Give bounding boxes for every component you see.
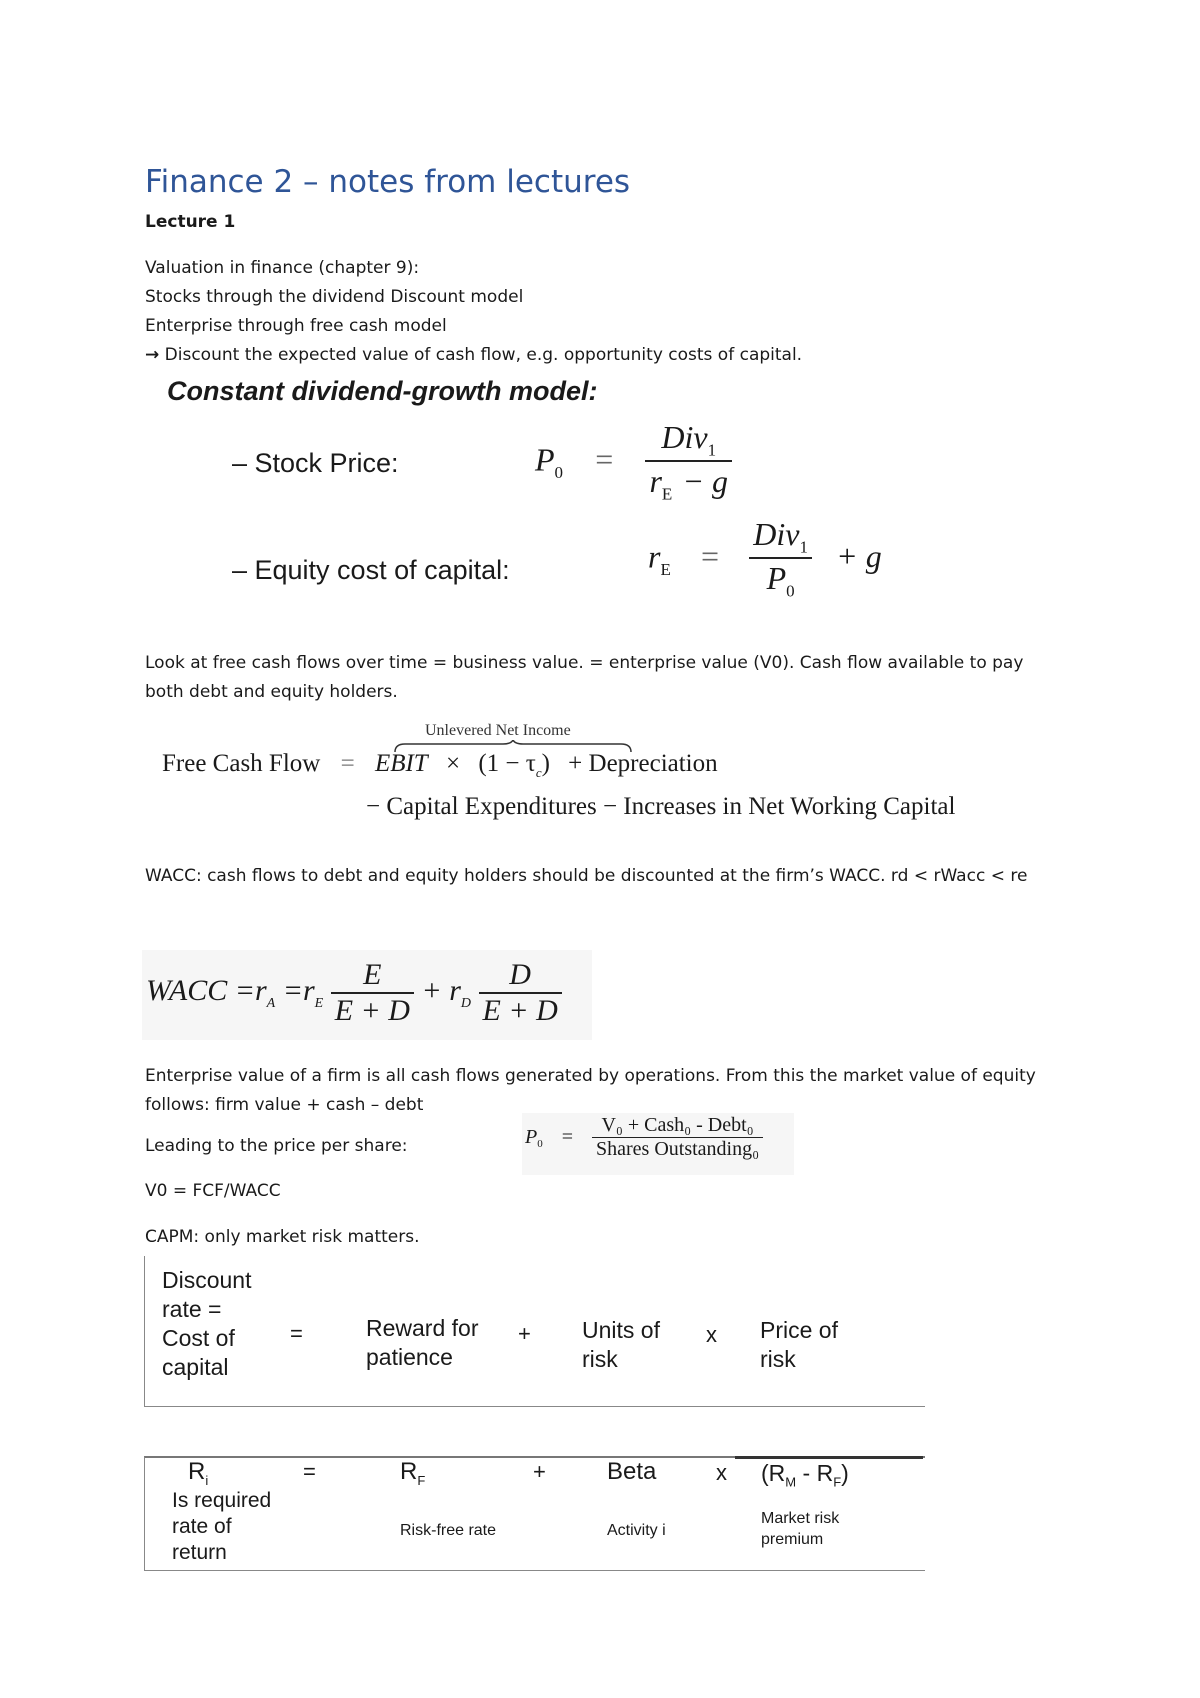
table2-accent-line [735, 1456, 923, 1459]
symbol-div: Div [753, 516, 800, 552]
table-cell-line: Price of [760, 1317, 838, 1343]
fraction [592, 1114, 763, 1161]
table-cell-line: return [172, 1541, 227, 1564]
v0-line: V0 = FCF/WACC [145, 1181, 281, 1201]
wacc-paragraph: WACC: cash flows to debt and equity holders should be discounted at the firm’s WACC. rd < rWacc < re [145, 866, 1028, 886]
table-cell-line: capital [162, 1354, 229, 1380]
prem-open: (R [761, 1460, 786, 1486]
text-span: Discount the expected value of cash flow, e.g. opportunity costs of capital. [164, 345, 803, 365]
wacc-rd: + r [421, 973, 461, 1007]
subscript: E [314, 995, 324, 1011]
table-cell-line: Units of [582, 1317, 660, 1343]
subscript: A [266, 995, 276, 1011]
fraction [479, 958, 562, 1028]
table1-col4 [760, 1316, 838, 1374]
capm-line: CAPM: only market risk matters. [145, 1227, 420, 1247]
table2-ri-desc [172, 1488, 271, 1566]
fraction [645, 418, 732, 505]
table-cell-line: patience [366, 1344, 453, 1370]
subscript: E [661, 484, 673, 504]
paren-close: ) [541, 750, 550, 777]
depreciation: + Depreciation [568, 750, 718, 777]
fraction [331, 958, 414, 1028]
wacc-lhs: WACC =r [146, 973, 267, 1007]
ev-paragraph: Enterprise value of a firm is all cash flows generated by operations. From this the market value of equity follows: firm value + cash – debt [145, 1066, 1036, 1115]
denominator: E + D [331, 992, 414, 1028]
text-line: Enterprise through free cash model [145, 316, 447, 336]
table1-plus: + [518, 1321, 531, 1346]
table-cell-line: premium [761, 1531, 824, 1548]
subscript: D [460, 995, 471, 1011]
fcf-paragraph: Look at free cash flows over time = business value. = enterprise value (V0). Cash flow available to pay both debt and equity holders. [145, 653, 1024, 702]
denominator: Shares Outstanding₀ [592, 1137, 763, 1161]
subscript: F [417, 1472, 426, 1488]
paren-open: (1 − τ [478, 750, 536, 777]
table1-col1 [162, 1266, 251, 1382]
equity-cost-label: – Equity cost of capital: [232, 555, 510, 585]
plus-g: + g [836, 538, 882, 575]
fcf-formula-line1 [162, 750, 718, 781]
times: × [445, 750, 461, 777]
symbol-r: r [649, 463, 662, 500]
table1-times: x [706, 1322, 717, 1347]
minus-g: − g [682, 463, 729, 500]
table2-eq: = [303, 1459, 316, 1484]
fcf-formula-line2: − Capital Expenditures − Increases in Net Working Capital [366, 793, 956, 820]
table-cell-line: risk [760, 1346, 796, 1372]
symbol-r: r [648, 538, 661, 575]
equals: = [701, 538, 720, 575]
symbol-p: P [525, 1126, 538, 1148]
text-line: Stocks through the dividend Discount model [145, 287, 524, 307]
stock-price-label: – Stock Price: [232, 448, 399, 478]
text-line: Valuation in finance (chapter 9): [145, 258, 420, 278]
ebit: EBIT [374, 750, 428, 777]
subscript: 0 [537, 1138, 543, 1151]
page-title: Finance 2 – notes from lectures [145, 164, 631, 200]
table-cell-line: Discount [162, 1267, 252, 1293]
numerator: V₀ + Cash₀ - Debt₀ [601, 1114, 754, 1136]
table-cell-line: Cost of [162, 1325, 235, 1351]
fraction [749, 515, 812, 602]
arrow-icon: → [145, 345, 160, 365]
subscript: c [535, 765, 542, 780]
numerator: D [509, 958, 531, 991]
subscript: 1 [707, 440, 717, 460]
price-intro: Leading to the price per share: [145, 1136, 408, 1156]
subscript: 0 [554, 462, 564, 482]
prem-mid: - R [796, 1460, 834, 1486]
table2-rf [400, 1458, 425, 1488]
table2-premium [761, 1460, 849, 1490]
ddm-title: Constant dividend-growth model: [167, 376, 598, 406]
table-cell-line: risk [582, 1346, 618, 1372]
price-formula [525, 1114, 763, 1161]
table-cell-line: Market risk [761, 1510, 840, 1527]
equals: = [340, 750, 355, 777]
table2-times: x [716, 1460, 727, 1485]
equity-cost-formula [648, 515, 882, 602]
table1-col2 [366, 1314, 478, 1372]
denominator: E + D [479, 992, 562, 1028]
table2-prem-desc [761, 1508, 839, 1550]
subscript: 0 [786, 581, 795, 601]
symbol-p: P [766, 560, 787, 597]
table1-col3 [582, 1316, 660, 1374]
equals: = [595, 441, 614, 478]
wacc-formula [146, 958, 562, 1028]
lecture-heading: Lecture 1 [145, 212, 236, 232]
table-cell-line: rate of [172, 1515, 232, 1538]
subscript: E [660, 559, 671, 579]
brace-label: Unlevered Net Income [425, 722, 571, 739]
table2-beta: Beta [607, 1458, 657, 1485]
subscript: F [833, 1474, 842, 1490]
table2-beta-desc: Activity i [607, 1522, 666, 1539]
table1-eq: = [290, 1321, 303, 1346]
subscript: 1 [799, 537, 808, 557]
table2-rf-desc: Risk-free rate [400, 1522, 497, 1539]
symbol-r: R [400, 1458, 418, 1485]
text-line [145, 345, 802, 365]
prem-close: ) [841, 1460, 849, 1486]
subscript: i [205, 1472, 209, 1488]
table-cell-line: Is required [172, 1489, 272, 1512]
subscript: M [785, 1474, 797, 1490]
symbol-p: P [535, 441, 555, 478]
table-cell-line: rate = [162, 1296, 222, 1322]
table2-ri [188, 1458, 208, 1488]
fcf-lhs: Free Cash Flow [162, 750, 321, 777]
symbol-r: R [188, 1458, 206, 1485]
numerator: E [363, 958, 382, 991]
wacc-re: =r [282, 973, 315, 1007]
table2-plus: + [533, 1459, 546, 1484]
symbol-div: Div [661, 419, 708, 455]
table-cell-line: Reward for [366, 1315, 479, 1341]
equals: = [561, 1126, 573, 1148]
stock-price-formula [535, 418, 732, 505]
